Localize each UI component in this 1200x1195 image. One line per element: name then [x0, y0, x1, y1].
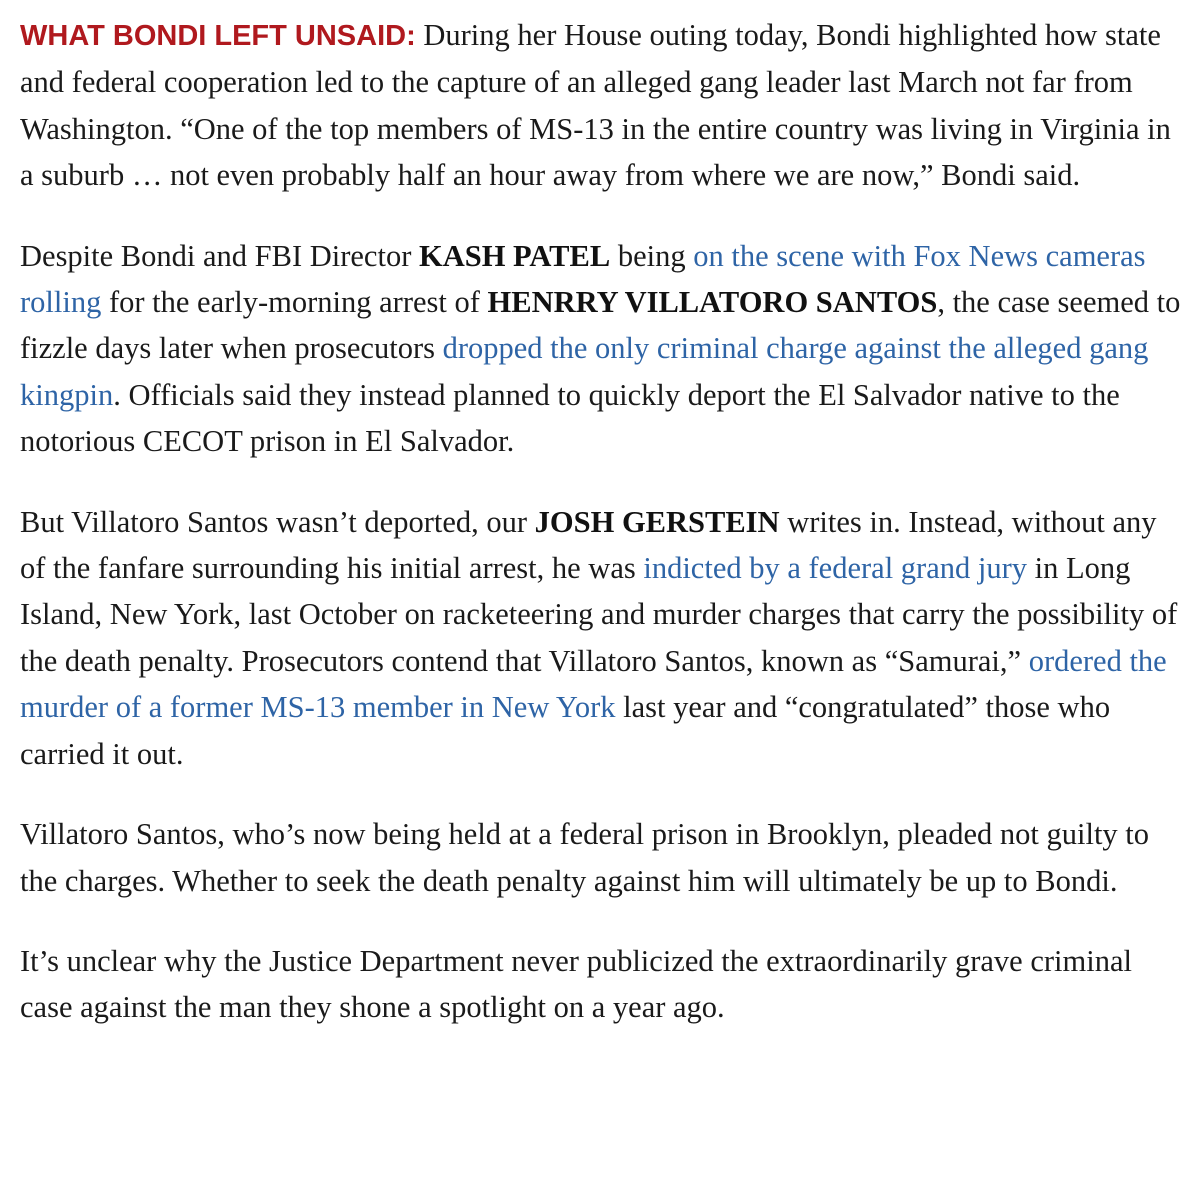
- paragraph-1-text: During her House outing today, Bondi highlighted how state and federal cooperation led to the capture of an alleged gang leader last March not far from Washington. “One of the top members of MS-13 in the entire country was living in Virginia in a suburb … not even probably half an hour away from where we are now,” Bondi said.: [20, 18, 1171, 193]
- link-ordered-murder[interactable]: ordered the murder of a former MS-13 member in New York: [20, 643, 1167, 725]
- paragraph-5: [20, 938, 1182, 1031]
- paragraph-3: [20, 499, 1182, 777]
- link-dropped-charge[interactable]: dropped the only criminal charge against the alleged gang kingpin: [20, 331, 1149, 412]
- paragraph-1: [20, 12, 1182, 199]
- text-run: in Long Island, New York, last October on racketeering and murder charges that carry the possibility of the death penalty. Prosecutors contend that Villatoro Santos, known as “Samurai,”: [20, 551, 1178, 678]
- text-run: writes in. Instead, without any of the fanfare surrounding his initial arrest, he was: [20, 504, 1157, 586]
- text-run: for the early-morning arrest of: [101, 285, 488, 320]
- link-fox-news-cameras[interactable]: on the scene with Fox News cameras rolling: [20, 238, 1146, 320]
- paragraph-2: [20, 233, 1182, 465]
- text-run: Despite Bondi and FBI Director: [20, 238, 419, 273]
- person-name-kash-patel: KASH PATEL: [418, 238, 611, 273]
- text-run: last year and “congratulated” those who carried it out.: [20, 690, 1111, 771]
- text-run: , the case seemed to fizzle days later when prosecutors: [20, 285, 1181, 366]
- section-kicker: WHAT BONDI LEFT UNSAID:: [20, 20, 416, 52]
- text-run: being: [610, 238, 694, 273]
- paragraph-4-text: Villatoro Santos, who’s now being held at a federal prison in Brooklyn, pleaded not guilty to the charges. Whether to seek the death penalty against him will ultimately be up to Bondi.: [20, 817, 1150, 898]
- text-run: But Villatoro Santos wasn’t deported, our: [20, 504, 535, 539]
- person-name-villatoro-santos: HENRRY VILLATORO SANTOS: [487, 285, 938, 320]
- link-grand-jury-indictment[interactable]: indicted by a federal grand jury: [643, 551, 1027, 586]
- paragraph-5-text: It’s unclear why the Justice Department never publicized the extraordinarily grave criminal case against the man they shone a spotlight on a year ago.: [20, 943, 1132, 1025]
- paragraph-4: [20, 811, 1182, 904]
- text-run: . Officials said they instead planned to quickly deport the El Salvador native to the notorious CECOT prison in El Salvador.: [20, 377, 1120, 459]
- person-name-josh-gerstein: JOSH GERSTEIN: [534, 504, 780, 539]
